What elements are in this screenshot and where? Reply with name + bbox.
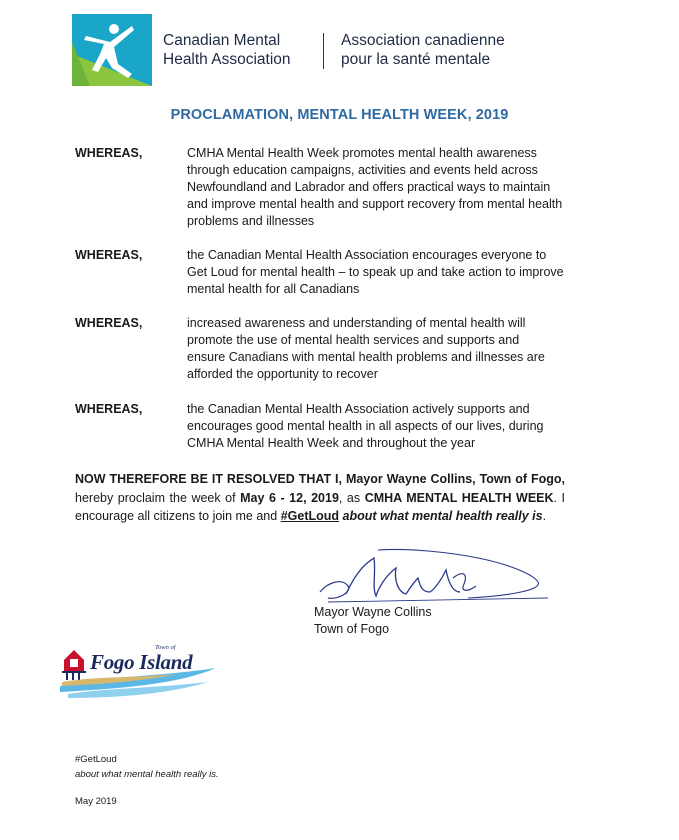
clause-line: mental health for all Canadians	[187, 282, 360, 296]
footer-hashtag: #GetLoud	[75, 754, 117, 765]
clause-line: Get Loud for mental health – to speak up and take action to improve	[187, 265, 564, 279]
resolution-event: CMHA MENTAL HEALTH WEEK	[364, 490, 554, 505]
cmha-logo	[72, 14, 152, 86]
hashtag: #GetLoud	[280, 509, 340, 523]
org-en-line1: Canadian Mental	[163, 32, 281, 49]
fogo-logo-small-text: Town of	[155, 644, 176, 651]
clause-line: the Canadian Mental Health Association actively supports and	[187, 402, 530, 416]
clause-line: increased awareness and understanding of mental health will	[187, 316, 526, 330]
clause-text	[187, 401, 597, 452]
clause-label: WHEREAS,	[75, 146, 143, 160]
org-name-english	[163, 31, 291, 69]
clause-line: ensure Canadians with mental health problems and illnesses are	[187, 350, 545, 364]
clause-line: promote the use of mental health services and supports and	[187, 333, 520, 347]
resolution-text: , as	[338, 490, 365, 505]
proclamation-title: PROCLAMATION, MENTAL HEALTH WEEK, 2019	[170, 107, 509, 123]
clause-line: CMHA Mental Health Week and throughout the year	[187, 436, 476, 450]
org-name-french	[341, 31, 505, 69]
signatory-town: Town of Fogo	[314, 622, 390, 636]
clause-line: through education campaigns, activities and events held across	[187, 163, 538, 177]
footer-tagline: about what mental health really is.	[75, 769, 219, 780]
resolution-emphasis: about what mental health really is	[342, 509, 543, 523]
resolution-paragraph	[75, 470, 565, 526]
clause-line: and improve mental health and support recovery from mental health	[187, 197, 563, 211]
org-fr-line1: Association canadienne	[341, 32, 505, 49]
org-fr-line2: pour la santé mentale	[341, 51, 491, 68]
clause-label: WHEREAS,	[75, 248, 143, 262]
clause-text	[187, 145, 597, 230]
clause-line: CMHA Mental Health Week promotes mental health awareness	[187, 146, 537, 160]
clause-line: afforded the opportunity to recover	[187, 367, 378, 381]
fogo-logo-brand-text: Fogo Island	[90, 650, 193, 674]
house-icon	[62, 650, 86, 680]
org-en-line2: Health Association	[163, 51, 291, 68]
clause-text	[187, 247, 597, 298]
clause-line: problems and illnesses	[187, 214, 315, 228]
resolution-text: . I encourage all citizens to join me and	[75, 490, 566, 523]
resolution-lead: NOW THEREFORE BE IT RESOLVED THAT I, Mayor Wayne Collins, Town of Fogo,	[75, 472, 565, 486]
clause-line: Newfoundland and Labrador and offers practical ways to maintain	[187, 180, 551, 194]
signatory-name: Mayor Wayne Collins	[314, 605, 432, 619]
org-divider	[323, 33, 324, 69]
clause-label: WHEREAS,	[75, 402, 143, 416]
clause-label: WHEREAS,	[75, 316, 143, 330]
resolution-dates: May 6 - 12, 2019	[240, 490, 339, 505]
clause-line: encourages good mental health in all aspects of our lives, during	[187, 419, 544, 433]
clause-text	[187, 315, 597, 383]
footer-date: May 2019	[75, 796, 117, 807]
clause-line: the Canadian Mental Health Association encourages everyone to	[187, 248, 547, 262]
resolution-text: hereby proclaim the week of	[75, 490, 241, 505]
handwritten-signature	[318, 548, 553, 608]
resolution-text: .	[542, 509, 547, 523]
